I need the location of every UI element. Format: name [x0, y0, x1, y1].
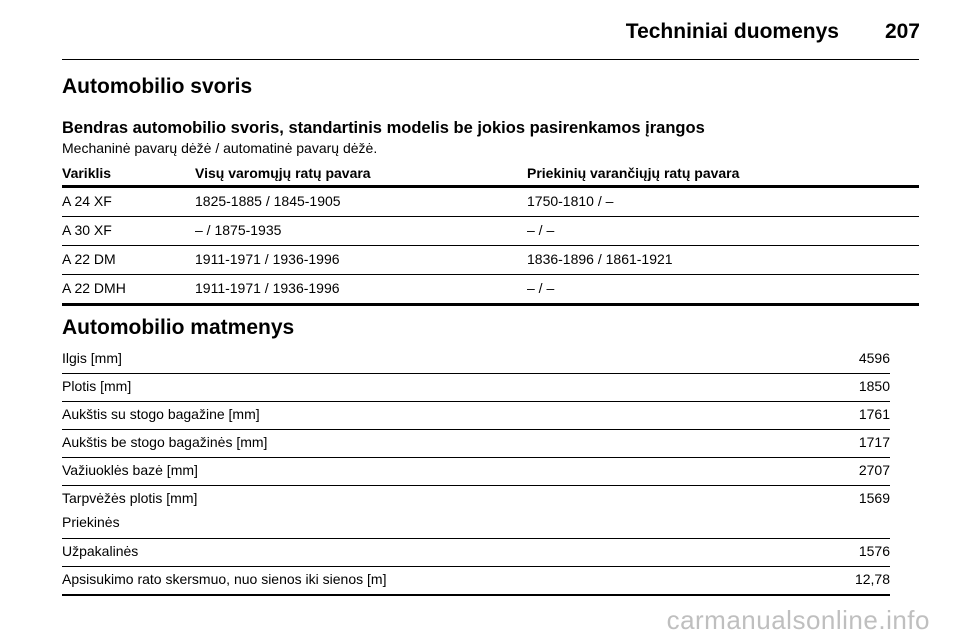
row-label: Ilgis [mm]: [62, 350, 122, 366]
table-cell: A 22 DM: [62, 251, 116, 267]
table-cell: A 30 XF: [62, 222, 112, 238]
table-cell: 1911-1971 / 1936-1996: [195, 280, 340, 296]
row-label: Aukštis be stogo bagažinės [mm]: [62, 434, 268, 450]
table-row: [62, 346, 890, 374]
table-cell: – / –: [527, 280, 555, 296]
table-row: [62, 539, 890, 567]
row-value: 1850: [858, 378, 890, 394]
table-cell: – / –: [527, 222, 555, 238]
weight-table: [62, 163, 919, 306]
table-cell: 1825-1885 / 1845-1905: [195, 193, 341, 209]
weight-section-title: Automobilio svoris: [62, 75, 253, 98]
table-row: [62, 402, 890, 430]
table-cell: 1750-1810 / –: [527, 193, 614, 209]
row-value: 1761: [858, 406, 890, 422]
row-value: 4596: [858, 350, 890, 366]
table-row: [62, 246, 919, 275]
row-value: 12,78: [854, 571, 890, 587]
watermark: carmanualsonline.info: [666, 605, 930, 635]
row-label: Aukštis su stogo bagažine [mm]: [62, 406, 260, 422]
table-row: [62, 430, 890, 458]
row-value: 1717: [858, 434, 890, 450]
row-label: Tarpvėžės plotis [mm]: [62, 490, 198, 506]
table-row: [62, 458, 890, 486]
column-header-awd: Visų varomųjų ratų pavara: [195, 165, 371, 181]
column-header-engine: Variklis: [62, 165, 112, 181]
table-row: [62, 217, 919, 246]
table-row: [62, 374, 890, 402]
weight-table-header: [62, 163, 919, 188]
dimensions-section-title: Automobilio matmenys: [62, 316, 295, 339]
table-row: [62, 567, 890, 596]
table-cell: A 24 XF: [62, 193, 112, 209]
row-label: Važiuoklės bazė [mm]: [62, 462, 198, 478]
row-label: Užpakalinės: [62, 543, 139, 559]
table-row: [62, 188, 919, 217]
weight-note: Mechaninė pavarų dėžė / automatinė pavarų dėžė.: [62, 140, 378, 156]
table-row: [62, 486, 890, 539]
row-label: Plotis [mm]: [62, 378, 132, 394]
dimensions-table: [62, 346, 890, 596]
row-value: 2707: [858, 462, 890, 478]
row-label: Apsisukimo rato skersmuo, nuo sienos iki sienos [m]: [62, 571, 387, 587]
row-value: 1576: [858, 543, 890, 559]
table-row: [62, 275, 919, 306]
table-cell: 1836-1896 / 1861-1921: [527, 251, 673, 267]
row-sublabel: Priekinės: [62, 514, 120, 530]
row-value: 1569: [858, 490, 890, 506]
weight-subtitle: Bendras automobilio svoris, standartinis modelis be jokios pasirenkamos įrangos: [62, 119, 705, 137]
page-header: [626, 20, 920, 44]
header-title: Techniniai duomenys: [625, 20, 839, 43]
header-rule: [62, 59, 919, 60]
table-cell: 1911-1971 / 1936-1996: [195, 251, 340, 267]
page-number: 207: [884, 20, 920, 43]
table-cell: A 22 DMH: [62, 280, 126, 296]
table-cell: – / 1875-1935: [195, 222, 282, 238]
column-header-fwd: Priekinių varančiųjų ratų pavara: [527, 165, 740, 181]
